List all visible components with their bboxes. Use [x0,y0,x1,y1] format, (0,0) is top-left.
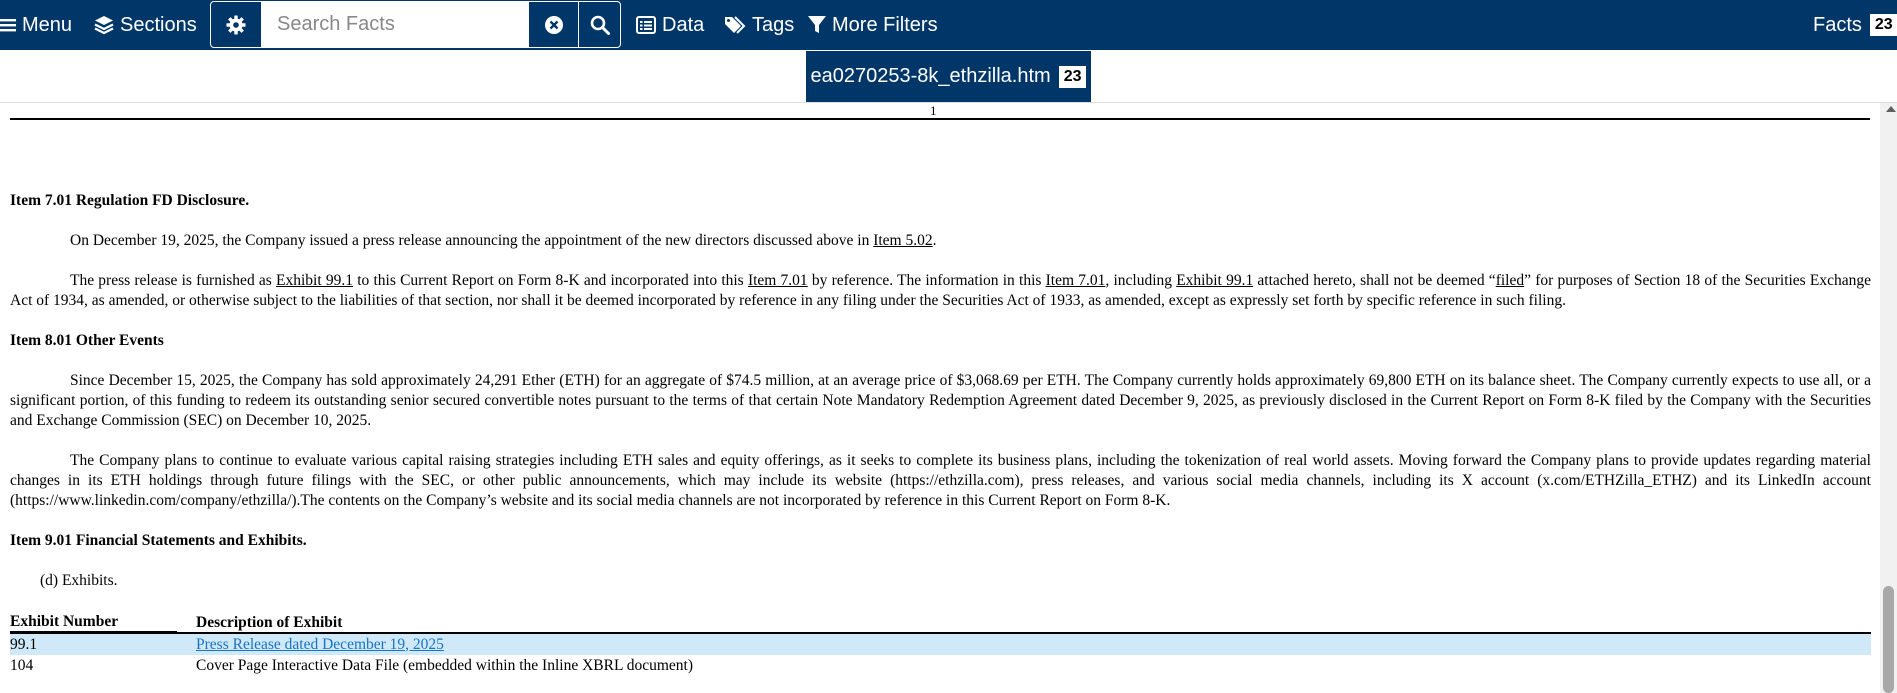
clear-icon [544,15,564,35]
search-input[interactable] [261,2,529,47]
exhibit-number-header: Exhibit Number [10,613,177,632]
document-filename: ea0270253-8k_ethzilla.htm [810,65,1051,87]
gear-icon [226,15,246,35]
tags-icon [724,15,746,35]
scroll-up-arrow[interactable] [1886,106,1896,112]
description-cell: Cover Page Interactive Data File (embedded within the Inline XBRL document) [196,656,693,674]
press-release-link[interactable]: Press Release dated December 19, 2025 [196,635,444,653]
clear-search-button[interactable] [529,2,579,47]
paragraph-press-release [10,231,1871,251]
exhibit-number-cell: 99.1 [10,635,38,653]
exhibit-99-1-link[interactable]: Exhibit 99.1 [1176,272,1254,289]
data-button[interactable] [636,0,704,50]
text: to this Current Report on Form 8-K and incorporated into this [353,272,748,289]
description-header-cell [196,613,1871,633]
search-button[interactable] [579,2,620,47]
exhibit-number-header-cell [10,613,196,633]
menu-button[interactable] [0,0,72,50]
scrollbar-thumb[interactable] [1883,586,1894,693]
filed-link[interactable]: filed [1495,272,1525,289]
more-filters-label: More Filters [832,13,938,36]
sections-icon [94,15,114,35]
document-tab[interactable] [806,51,1091,102]
table-row [10,655,1871,676]
exhibit-99-1-link[interactable]: Exhibit 99.1 [276,272,354,289]
item-701-link[interactable]: Item 7.01 [747,272,808,289]
search-icon [590,15,610,35]
exhibit-number-cell: 104 [10,656,34,674]
data-icon [636,16,656,34]
description-cell [196,633,1871,655]
text: , including [1105,272,1177,289]
exhibit-table-header [10,613,1871,633]
facts-label: Facts [1813,13,1862,36]
document-facts-badge: 23 [1059,66,1087,88]
item-701-heading: Item 7.01 Regulation FD Disclosure. [10,192,250,209]
description-header: Description of Exhibit [196,614,343,631]
search-group [210,1,621,48]
text: . [932,232,937,249]
item-701-link[interactable]: Item 7.01 [1045,272,1106,289]
more-filters-button[interactable] [808,0,938,50]
item-801-heading: Item 8.01 Other Events [10,332,164,349]
sections-button[interactable] [94,0,197,50]
menu-icon [0,17,16,33]
text: by reference. The information in this [807,272,1046,289]
paragraph-eth-sales: Since December 15, 2025, the Company has sold approximately 24,291 Ether (ETH) for an aggregate of $74.5 million, at an average price of $3,068.69 per ETH. The Company currently holds approximately 69,800 ETH on its balance sheet. The Company currently expects to use all, or a significant portion, of this funding to redeem its outstanding senior secured convertible notes pursuant to the terms of that certain Note Mandatory Redemption Agreement dated December 9, 2025, as previously disclosed in the Current Report on Form 8-K filed by the Company with the Securities and Exchange Commission (SEC) on December 10, 2025. [10,372,1871,429]
page-divider [10,118,1870,120]
item-502-link[interactable]: Item 5.02 [873,232,933,249]
filter-icon [808,15,826,35]
facts-button[interactable] [1813,0,1897,50]
search-options-button[interactable] [211,2,261,47]
paragraph-capital-plans: The Company plans to continue to evaluate various capital raising strategies including ETH sales and equity offerings, as it seeks to complete its business plans, including the tokenization of real world assets. Moving forward the Company plans to provide updates regarding material changes in its ETH holdings through future filings with the SEC, or other public announcements, which may include its website (https://ethzilla.com), press releases, and various social media channels, including its X account (x.com/ETHZilla_ETHZ) and its LinkedIn account (https://www.linkedin.com/company/ethzilla/).The contents on the Company’s website and its social media channels are not incorporated by reference in this Current Report on Form 8-K. [10,452,1871,509]
data-label: Data [662,13,705,36]
text: attached hereto, shall not be deemed “ [1253,272,1496,289]
top-navbar [0,0,1897,50]
facts-count-badge: 23 [1870,14,1897,36]
menu-label: Menu [22,13,73,36]
tags-label: Tags [752,13,795,36]
document-viewer [0,103,1880,693]
paragraph-furnished [10,271,1871,311]
text: The press release is furnished as [70,272,277,289]
document-tab-bar [0,50,1897,103]
item-901-heading: Item 9.01 Financial Statements and Exhibits. [10,532,307,549]
sections-label: Sections [120,13,197,36]
text: ” for purposes of Section 18 of the Securities Exchange Act of 1934, as amended, or otherwise subject to the liabilities of that section, nor shall it be deemed incorporated by reference in any filing under the Securities Act of 1933, as amended, except as expressly set forth by specific reference in such filing. [10,272,1872,309]
text: On December 19, 2025, the Company issued a press release announcing the appointment of the new directors discussed above in [70,232,874,249]
table-row[interactable] [10,633,1871,655]
exhibits-subheading: (d) Exhibits. [40,572,118,589]
exhibit-table [10,613,1871,676]
tags-button[interactable] [724,0,794,50]
page-number: 1 [930,103,937,118]
